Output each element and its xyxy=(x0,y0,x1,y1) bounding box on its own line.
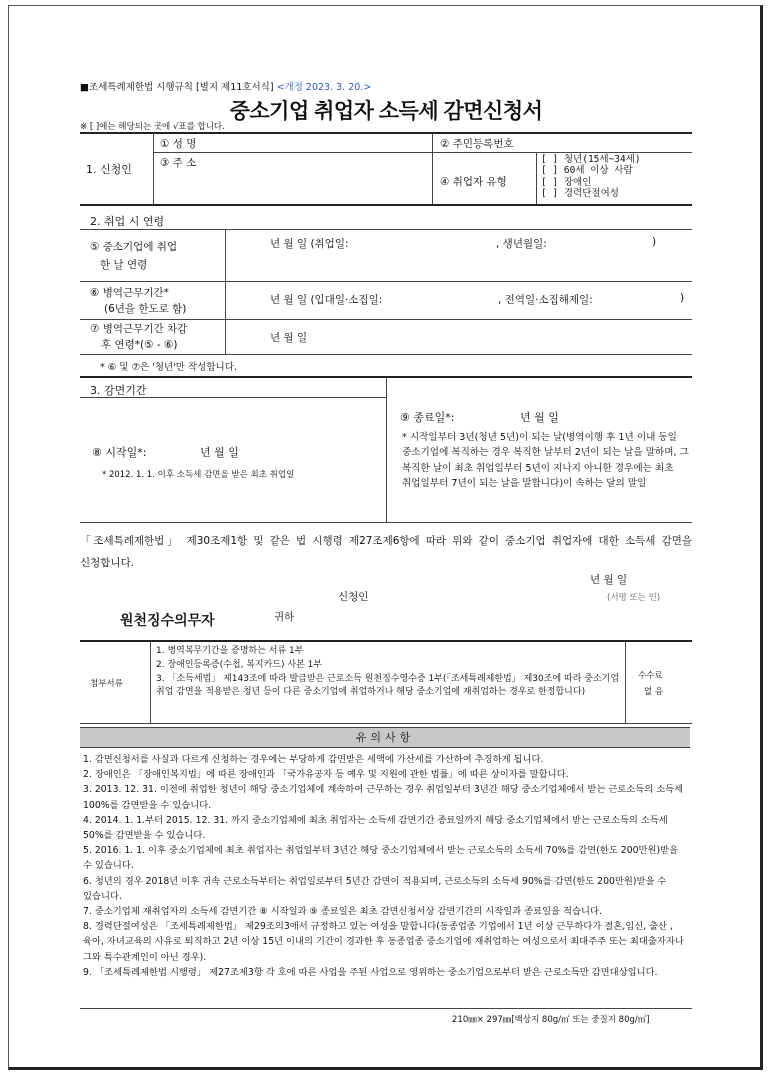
start-date-value[interactable]: 년 월 일 xyxy=(200,446,239,459)
divider xyxy=(80,723,692,724)
divider xyxy=(386,377,387,522)
row5-label-a: ⑤ 중소기업에 취업 xyxy=(90,241,178,253)
worker-type-options[interactable] xyxy=(541,154,641,199)
law-reference: ■조세특례제한법 시행규칙 [별지 제11호서식] <개정 2023. 3. 20.> xyxy=(80,82,372,93)
check-note: ※ [ ]에는 해당되는 곳에 √표를 합니다. xyxy=(80,122,225,132)
row7-value[interactable]: 년 월 일 xyxy=(270,332,308,344)
divider xyxy=(80,397,386,398)
divider xyxy=(80,1008,692,1009)
notice-item: 2. 장애인은 「장애인복지법」에 따른 장애인과 「국가유공자 등 예우 및 지원에 관한 법률」에 따른 상이자를 말합니다. xyxy=(83,769,569,781)
divider xyxy=(80,204,692,206)
start-date-note: * 2012. 1. 1. 이후 소득세 감면을 받은 최초 취업일 xyxy=(102,470,295,480)
applicant-label: 1. 신청인 xyxy=(86,163,132,176)
type-disabled-checkbox[interactable]: [ ] 장애인 xyxy=(541,176,592,188)
revision-date: <개정 2023. 3. 20.> xyxy=(276,82,372,93)
notice-item: 8. 경력단절여성은 「조세특례제한법」 제29조의3에서 규정하고 있는 여성을 말합니다(동종업종 기업에서 1년 이상 근무하다가 결혼,임신, 출산 ,육아, 자녀교육의 사유로 퇴직하고 2년 이상 15년 이내의 기간이 경과한 후 동종업종 중소기업에 재취업하는 여성으로서 최대주주 또는 최대출자자나 그와 특수관계인이 아닌 경우). xyxy=(83,921,684,963)
end-date-label: ⑨ 종료일*: xyxy=(400,411,455,424)
type-senior-checkbox[interactable]: [ ] 60세 이상 사람 xyxy=(541,165,633,177)
divider xyxy=(80,281,692,282)
end-date-value[interactable]: 년 월 일 xyxy=(520,411,559,424)
attachments-label: 첨부서류 xyxy=(90,679,123,689)
notice-item: 3. 2013. 12. 31. 이전에 취업한 청년이 해당 중소기업체에 계속하여 근무하는 경우 취업일부터 3년간 해당 중소기업체에서 받는 근로소득의 소득세 100%를 감면받을 수 있습니다. xyxy=(83,784,684,811)
divider xyxy=(225,230,226,354)
row5-value[interactable]: 년 월 일 (취업일: xyxy=(270,238,349,250)
divider xyxy=(153,133,154,204)
notice-item: 6. 청년의 경우 2018년 이후 귀속 근로소득부터는 취업일로부터 5년간 감면이 적용되며, 근로소득의 소득세 90%를 감면(한도 200만원)받을 수 있습니다. xyxy=(83,875,667,902)
declaration-date[interactable]: 년 월 일 xyxy=(590,574,628,586)
applicant-sign-label: 신청인 xyxy=(338,591,369,603)
row6-label-b: (6년을 한도로 함) xyxy=(104,303,187,315)
name-field[interactable]: ① 성 명 xyxy=(160,138,197,150)
row6-label-a: ⑥ 병역근무기간* xyxy=(90,287,169,299)
fee-label: 수수료 xyxy=(638,671,663,681)
row5-label-b: 한 날 연령 xyxy=(100,259,148,271)
divider xyxy=(625,641,626,723)
divider xyxy=(80,229,692,230)
divider xyxy=(150,641,151,723)
divider xyxy=(80,522,692,523)
row5-birth[interactable]: , 생년월일: xyxy=(496,238,547,250)
type-youth-checkbox[interactable]: [ ] 청년(15세~34세) xyxy=(541,154,641,165)
attachment-item: 2. 장애인등록증(수첩, 복지카드) 사본 1부 xyxy=(156,659,323,670)
row6-discharge[interactable]: , 전역일·소집해제일: xyxy=(498,294,593,306)
row7-label-b: 후 연령*(⑤ - ⑥) xyxy=(101,339,178,351)
declaration-text: 「조세특례제한법」 제30조제1항 및 같은 법 시행령 제27조제6항에 따라 위와 같이 중소기업 취업자에 대한 소득세 감면을 신청합니다. xyxy=(80,535,692,569)
section2-label: 2. 취업 시 연령 xyxy=(90,215,165,228)
notices-title: 유의사항 xyxy=(80,727,690,748)
page-title: 중소기업 취업자 소득세 감면신청서 xyxy=(229,100,543,123)
notices-list xyxy=(83,752,688,980)
row7-label-a: ⑦ 병역근무기간 차감 xyxy=(90,323,188,335)
divider xyxy=(80,319,692,320)
notice-item: 4. 2014. 1. 1.부터 2015. 12. 31. 까지 중소기업체에 최초 취업자는 소득세 감면기간 종료일까지 해당 중소기업체에서 받는 근로소득의 소득세 50%를 감면받을 수 있습니다. xyxy=(83,814,668,842)
address-field[interactable]: ③ 주 소 xyxy=(160,157,197,169)
end-date-note: * 시작일부터 3년(청년 5년)이 되는 날(병역이행 후 1년 이내 동일 중소기업에 복직하는 경우 복직한 날부터 2년이 되는 날을 말하며, 그 복직한 날이 최초 취업일부터 5년이 지나지 아니한 경우에는 최초 취업일부터 7년이 되는 날을 말합니다)이 속하는 달의 말일 xyxy=(402,432,689,489)
notice-item: 7. 중소기업체 재취업자의 소득세 감면기간 ⑧ 시작일과 ⑨ 종료일은 최초 감면신청서상 감면기간의 시작일과 종료일을 적습니다. xyxy=(83,906,602,918)
divider xyxy=(80,640,692,642)
row5-end: ) xyxy=(652,236,657,248)
notice-item: 5. 2016. 1. 1. 이후 중소기업체에 최초 취업자는 취업일부터 3년간 해당 중소기업체에서 받는 근로소득의 소득세 70%를 감면(한도 200만원)받을 수 있습니다. xyxy=(83,845,679,872)
paper-spec: 210㎜× 297㎜[백상지 80g/㎡ 또는 중질지 80g/㎡] xyxy=(452,1015,650,1025)
section3-label: 3. 감면기간 xyxy=(90,384,147,397)
worker-type-label: ④ 취업자 유형 xyxy=(440,176,507,188)
divider xyxy=(536,152,537,204)
divider xyxy=(432,133,433,204)
row6-end: ) xyxy=(680,292,685,304)
attachment-item: 1. 병역복무기간을 증명하는 서류 1부 xyxy=(156,646,304,656)
signature-field[interactable]: (서명 또는 인) xyxy=(607,593,661,603)
notice-item: 9. 「조세특례제한법 시행령」 제27조제3항 각 호에 따른 사업을 주된 사업으로 영위하는 중소기업으로부터 받은 근로소득만 감면대상입니다. xyxy=(83,966,658,978)
rrn-field[interactable]: ② 주민등록번호 xyxy=(440,138,514,150)
row6-value[interactable]: 년 월 일 (입대일·소집일: xyxy=(270,294,383,306)
recipient: 원천징수의무자 xyxy=(120,613,215,629)
fee-value: 없 음 xyxy=(644,687,664,697)
section2-note: * ⑥ 및 ⑦은 '청년'만 작성합니다. xyxy=(100,362,237,373)
attachments-list xyxy=(156,645,621,700)
notice-item: 1. 감면신청서를 사실과 다르게 신청하는 경우에는 부당하게 감면받은 세액에 가산세를 가산하여 추징하게 됩니다. xyxy=(83,754,544,765)
divider xyxy=(80,132,692,134)
attachment-item: 3. 「소득세법」 제143조에 따라 발급받은 근로소득 원천징수영수증 1부(「조세특례제한법」 제30조에 따라 중소기업 취업 감면을 적용받은 청년 등이 다른 중소기업에 취업하거나 해당 중소기업에 재취업하는 경우로 한정합니다) xyxy=(156,673,620,698)
honorific: 귀하 xyxy=(274,611,295,623)
type-career-break-checkbox[interactable]: [ ] 경력단절여성 xyxy=(541,187,619,199)
divider xyxy=(80,354,692,355)
divider xyxy=(153,152,692,153)
start-date-label: ⑧ 시작일*: xyxy=(92,446,147,459)
